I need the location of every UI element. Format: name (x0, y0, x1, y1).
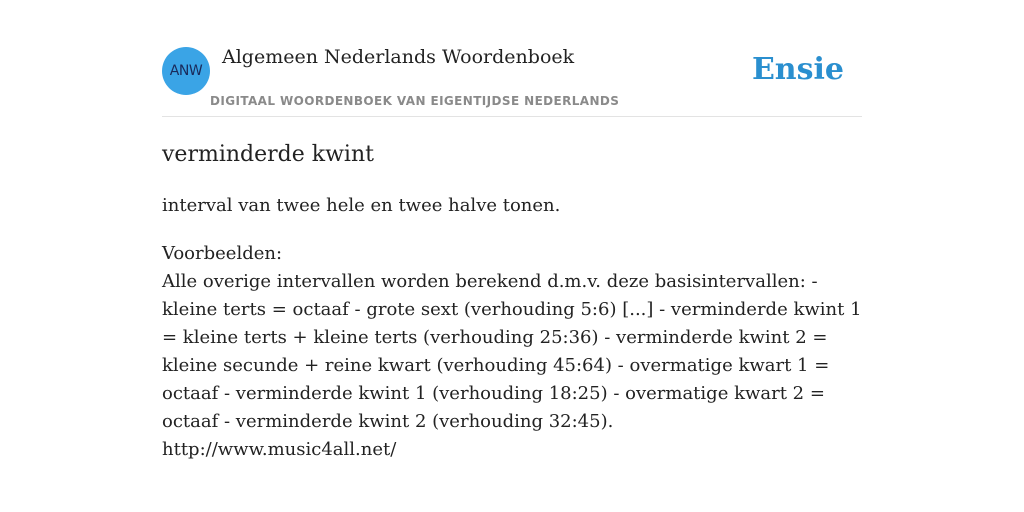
anw-logo[interactable]: ANW (162, 47, 210, 95)
examples-section (162, 240, 862, 464)
example-text: Alle overige intervallen worden berekend d.m.v. deze basisintervallen: - kleine terts = octaaf - grote sext (verhouding 5:6) [...] - verminderde kwint 1 = kleine terts + kleine terts (verhouding 25:36) - verminderde kwint 2 = kleine secunde + reine kwart (verhouding 45:64) - overmatige kwart 1 = octaaf - verminderde kwint 1 (verhouding 18:25) - overmatige kwart 2 = octaaf - verminderde kwint 2 (verhouding 32:45). (162, 271, 862, 432)
ensie-brand-logo[interactable]: Ensie (751, 52, 844, 87)
examples-label: Voorbeelden: (162, 243, 283, 264)
dictionary-title[interactable]: Algemeen Nederlands Woordenboek (222, 46, 575, 68)
entry-definition: interval van twee hele en twee halve tonen. (162, 195, 561, 216)
entry-term: verminderde kwint (162, 142, 374, 167)
dictionary-subtitle: DIGITAAL WOORDENBOEK VAN EIGENTIJDSE NEDERLANDS (210, 94, 620, 108)
site-header (162, 0, 862, 117)
page-content (162, 0, 862, 460)
example-source: http://www.music4all.net/ (162, 439, 397, 460)
